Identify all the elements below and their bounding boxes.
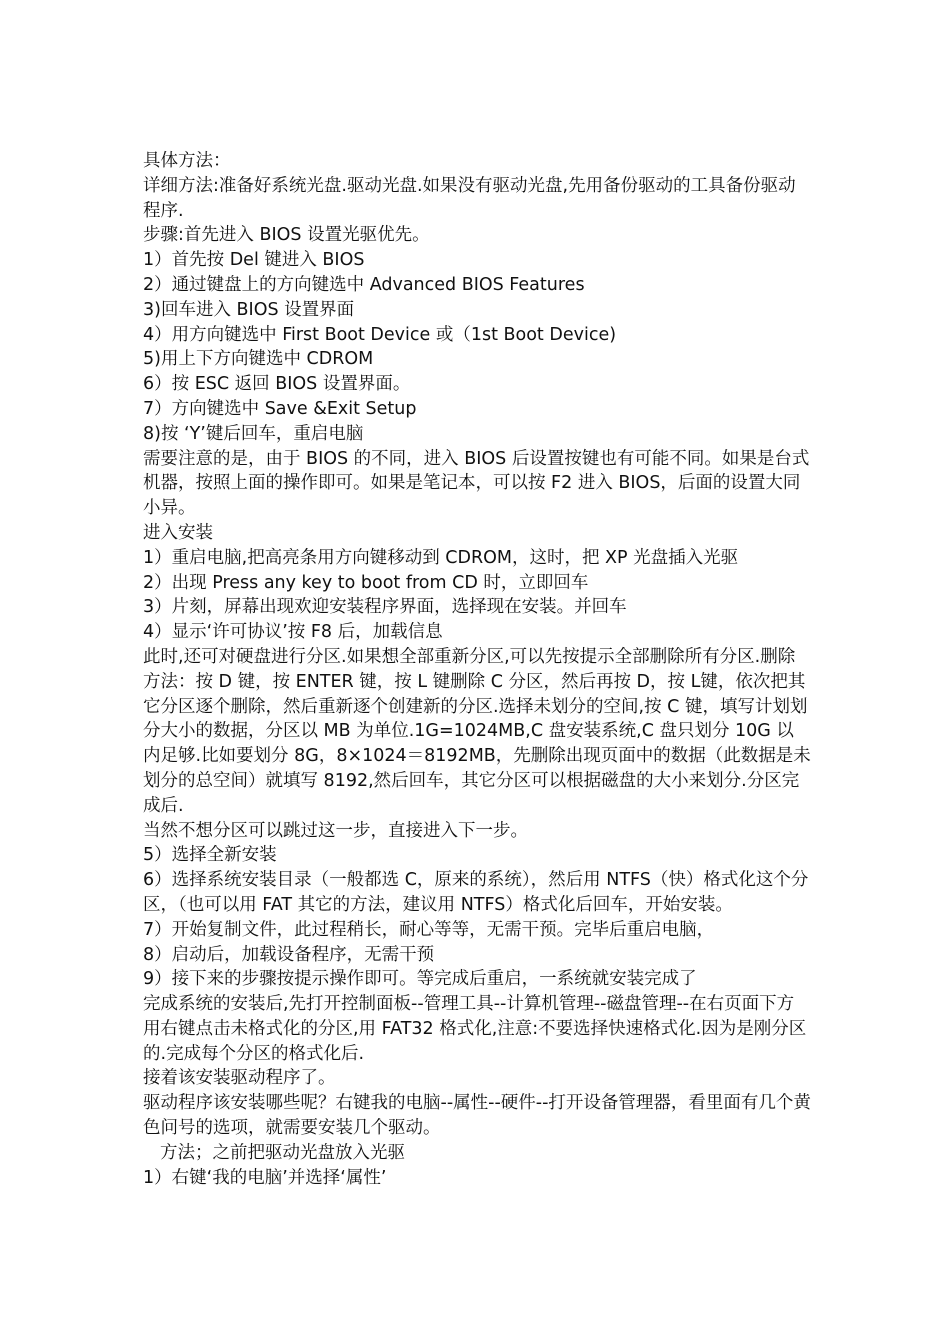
paragraph-partition: 此时,还可对硬盘进行分区.如果想全部重新分区,可以先按提示全部删除所有分区.删除方法：按 D 键，按 ENTER 键，按 L 键删除 C 分区，然后再按 D，按 L键，依次把其它分区逐个删除，然后重新逐个创建新的分区.选择未划分的空间,按 C 键，填写计划划分大小的数据，分区以 MB 为单位.1G=1024MB,C 盘安装系统,C 盘只划分 10G 以内足够.比如要划分 8G，8×1024＝8192MB，先删除出现页面中的数据（此数据是未划分的总空间）就填写 8192,然后回车，其它分区可以根据磁盘的大小来划分.分区完成后. <box>143 646 811 816</box>
paragraph-steps-intro: 步骤:首先进入 BIOS 设置光驱优先。 <box>143 225 430 246</box>
paragraph-detail-method: 详细方法:准备好系统光盘.驱动光盘.如果没有驱动光盘,先用备份驱动的工具备份驱动程序. <box>143 175 796 221</box>
list-item: 7）方向键选中 Save &Exit Setup <box>143 398 417 419</box>
heading-install: 进入安装 <box>143 522 213 543</box>
document-body <box>143 149 811 1190</box>
list-item: 1）重启电脑,把高亮条用方向键移动到 CDROM，这时，把 XP 光盘插入光驱 <box>143 547 739 568</box>
paragraph-format-disks: 完成系统的安装后,先打开控制面板--管理工具--计算机管理--磁盘管理--在右页面下方用右键点击未格式化的分区,用 FAT32 格式化,注意:不要选择快速格式化.因为是刚分区的.完成每个分区的格式化后. <box>143 994 807 1064</box>
list-item: 5)用上下方向键选中 CDROM <box>143 349 374 370</box>
list-item: 2）通过键盘上的方向键选中 Advanced BIOS Features <box>143 274 585 295</box>
heading-method: 具体方法： <box>143 151 231 171</box>
paragraph-drivers-intro: 接着该安装驱动程序了。 <box>143 1068 336 1089</box>
list-item: 9）接下来的步骤按提示操作即可。等完成后重启，一系统就安装完成了 <box>143 969 697 990</box>
list-item: 3）片刻，屏幕出现欢迎安装程序界面，选择现在安装。并回车 <box>143 597 627 618</box>
list-item: 8)按 ‘Y’键后回车，重启电脑 <box>143 423 364 444</box>
list-item: 2）出现 Press any key to boot from CD 时，立即回车 <box>143 572 589 593</box>
paragraph-bios-note: 需要注意的是，由于 BIOS 的不同，进入 BIOS 后设置按键也有可能不同。如果是台式机器，按照上面的操作即可。如果是笔记本，可以按 F2 进入 BIOS，后面的设置大同小异。 <box>143 448 810 519</box>
list-item: 7）开始复制文件，此过程稍长，耐心等等，无需干预。完毕后重启电脑， <box>143 919 715 940</box>
list-item: 6）选择系统安装目录（一般都选 C，原来的系统），然后用 NTFS（快）格式化这个分区，（也可以用 FAT 其它的方法，建议用 NTFS）格式化后回车，开始安装。 <box>143 870 809 915</box>
paragraph-drivers-which: 驱动程序该安装哪些呢？右键我的电脑--属性--硬件--打开设备管理器，看里面有几个黄色问号的选项，就需要安装几个驱动。 <box>143 1093 811 1139</box>
list-item: 4）显示‘许可协议’按 F8 后，加载信息 <box>143 622 443 643</box>
list-item: 1）右键‘我的电脑’并选择‘属性’ <box>143 1167 387 1188</box>
paragraph-skip-partition: 当然不想分区可以跳过这一步，直接进入下一步。 <box>143 820 528 841</box>
list-item: 8）启动后，加载设备程序，无需干预 <box>143 944 435 965</box>
paragraph-drivers-method: 方法；之前把驱动光盘放入光驱 <box>160 1142 405 1163</box>
list-item: 4）用方向键选中 First Boot Device 或（1st Boot Device) <box>143 324 617 345</box>
list-item: 1）首先按 Del 键进入 BIOS <box>143 250 365 271</box>
list-item: 5）选择全新安装 <box>143 845 277 866</box>
list-item: 3)回车进入 BIOS 设置界面 <box>143 299 355 320</box>
list-item: 6）按 ESC 返回 BIOS 设置界面。 <box>143 374 411 395</box>
